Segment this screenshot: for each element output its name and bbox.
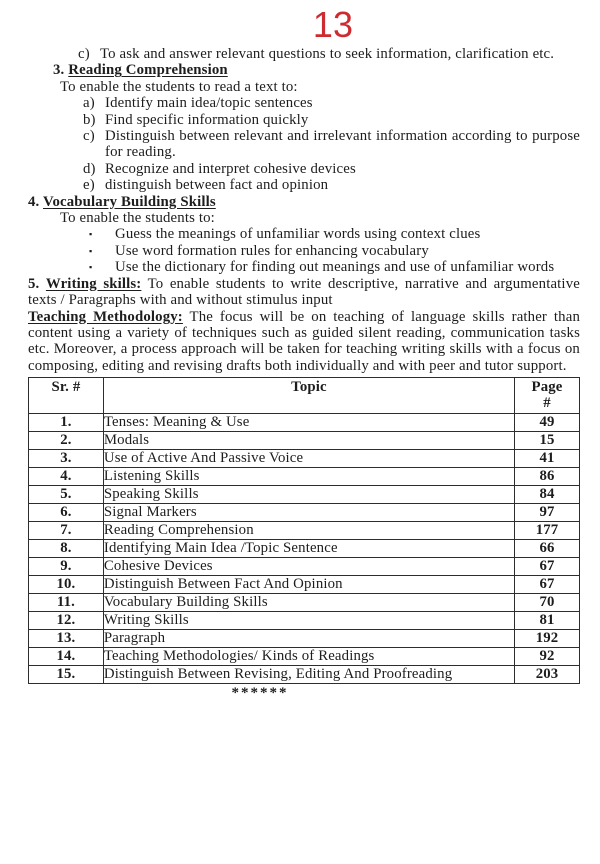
sr-cell: 11. xyxy=(29,594,104,612)
topic-cell: Writing Skills xyxy=(103,612,514,630)
section-title: Reading Comprehension xyxy=(68,62,228,79)
section-title: Vocabulary Building Skills xyxy=(43,193,216,210)
table-row xyxy=(29,468,580,486)
topics-table xyxy=(28,377,580,684)
list-item-text: distinguish between fact and opinion xyxy=(105,177,329,194)
sr-cell: 13. xyxy=(29,630,104,648)
list-marker: c) xyxy=(83,128,95,145)
section-text: The focus will be on teaching of language skills rather than content using a variety of techniques such as guided silent reading, communication tasks etc. Moreover, a process approach will be taken for teaching writing skills with a focus on composing, editing and revising drafts both individually and with peer and tutor support. xyxy=(28,308,580,374)
reading-intro: To enable the students to read a text to: xyxy=(60,78,298,95)
list-item-text: To ask and answer relevant questions to seek information, clarification etc. xyxy=(100,46,555,62)
list-marker: b) xyxy=(83,111,96,128)
table-row xyxy=(29,486,580,504)
list-marker: e) xyxy=(83,177,95,194)
page-cell: 203 xyxy=(515,666,580,684)
sr-cell: 9. xyxy=(29,558,104,576)
sr-cell: 5. xyxy=(29,486,104,504)
bullet-text: Use the dictionary for finding out meanings and use of unfamiliar words xyxy=(115,259,555,276)
table-row xyxy=(29,666,580,684)
table-row xyxy=(29,612,580,630)
topic-cell: Listening Skills xyxy=(103,468,514,486)
topic-cell: Signal Markers xyxy=(103,504,514,522)
page-cell: 41 xyxy=(515,450,580,468)
topic-cell: Cohesive Devices xyxy=(103,558,514,576)
page-content xyxy=(28,46,580,701)
table-row xyxy=(29,576,580,594)
topic-cell: Speaking Skills xyxy=(103,486,514,504)
page-cell: 81 xyxy=(515,612,580,630)
header-topic: Topic xyxy=(103,378,514,414)
sr-cell: 6. xyxy=(29,504,104,522)
header-sr: Sr. # xyxy=(29,378,104,414)
bullet-item xyxy=(28,259,580,275)
sr-cell: 12. xyxy=(29,612,104,630)
section-title: Teaching Methodology: xyxy=(28,308,183,325)
sr-cell: 4. xyxy=(29,468,104,486)
section-title: Writing skills: xyxy=(45,275,142,292)
topic-cell: Distinguish Between Revising, Editing And Proofreading xyxy=(103,666,514,684)
section-writing-skills xyxy=(28,276,580,309)
table-row xyxy=(29,630,580,648)
page-cell: 66 xyxy=(515,540,580,558)
sr-cell: 3. xyxy=(29,450,104,468)
topic-cell: Tenses: Meaning & Use xyxy=(103,414,514,432)
topic-cell: Distinguish Between Fact And Opinion xyxy=(103,576,514,594)
bullet-icon: ▪ xyxy=(89,229,93,240)
sr-cell: 14. xyxy=(29,648,104,666)
list-marker: c) xyxy=(78,46,90,62)
bullet-item xyxy=(28,226,580,242)
topic-cell: Reading Comprehension xyxy=(103,522,514,540)
section-heading-vocabulary xyxy=(28,194,580,210)
page-cell: 15 xyxy=(515,432,580,450)
bullet-text: Guess the meanings of unfamiliar words using context clues xyxy=(115,226,481,243)
sr-cell: 15. xyxy=(29,666,104,684)
list-item-text: Find specific information quickly xyxy=(105,111,309,128)
page-cell: 192 xyxy=(515,630,580,648)
sr-cell: 1. xyxy=(29,414,104,432)
topic-cell: Teaching Methodologies/ Kinds of Readings xyxy=(103,648,514,666)
list-item-text: Identify main idea/topic sentences xyxy=(105,95,313,112)
page-cell: 177 xyxy=(515,522,580,540)
section-text: To enable students to write descriptive, narrative and argumentative texts / Paragraphs with and without stimulus input xyxy=(28,275,580,309)
list-item xyxy=(28,177,580,193)
page-cell: 67 xyxy=(515,558,580,576)
table-row xyxy=(29,522,580,540)
list-item xyxy=(28,95,580,111)
section-number: 4. xyxy=(28,193,40,210)
topic-cell: Use of Active And Passive Voice xyxy=(103,450,514,468)
header-page: Page # xyxy=(515,378,580,414)
page-cell: 49 xyxy=(515,414,580,432)
bullet-text: Use word formation rules for enhancing vocabulary xyxy=(115,242,429,259)
bullet-icon: ▪ xyxy=(89,245,93,256)
sr-cell: 8. xyxy=(29,540,104,558)
list-item-c-top xyxy=(28,46,580,62)
sr-cell: 2. xyxy=(29,432,104,450)
page-cell: 86 xyxy=(515,468,580,486)
list-item-text: Recognize and interpret cohesive devices xyxy=(105,160,356,177)
table-row xyxy=(29,414,580,432)
table-row xyxy=(29,450,580,468)
sr-cell: 7. xyxy=(29,522,104,540)
section-heading-reading xyxy=(28,62,580,78)
end-separator: ****** xyxy=(231,685,289,702)
bullet-icon: ▪ xyxy=(89,262,93,273)
topic-cell: Identifying Main Idea /Topic Sentence xyxy=(103,540,514,558)
list-item xyxy=(28,112,580,128)
page-cell: 67 xyxy=(515,576,580,594)
bullet-item xyxy=(28,243,580,259)
topic-cell: Paragraph xyxy=(103,630,514,648)
sr-cell: 10. xyxy=(29,576,104,594)
page-cell: 84 xyxy=(515,486,580,504)
section-number: 3. xyxy=(53,62,65,79)
page-number: 13 xyxy=(312,4,354,45)
table-row xyxy=(29,432,580,450)
page-cell: 92 xyxy=(515,648,580,666)
page-cell: 70 xyxy=(515,594,580,612)
list-marker: a) xyxy=(83,95,95,112)
table-row xyxy=(29,540,580,558)
table-row xyxy=(29,504,580,522)
topic-cell: Vocabulary Building Skills xyxy=(103,594,514,612)
list-item xyxy=(28,128,580,161)
page-cell: 97 xyxy=(515,504,580,522)
list-item-text: Distinguish between relevant and irrelevant information according to purpose for reading. xyxy=(105,128,580,161)
list-marker: d) xyxy=(83,160,96,177)
table-header-row xyxy=(29,378,580,414)
list-item xyxy=(28,161,580,177)
table-row xyxy=(29,594,580,612)
section-teaching-methodology xyxy=(28,309,580,375)
section-number: 5. xyxy=(28,275,40,292)
table-row xyxy=(29,558,580,576)
vocabulary-intro: To enable the students to: xyxy=(60,210,215,227)
topic-cell: Modals xyxy=(103,432,514,450)
table-row xyxy=(29,648,580,666)
